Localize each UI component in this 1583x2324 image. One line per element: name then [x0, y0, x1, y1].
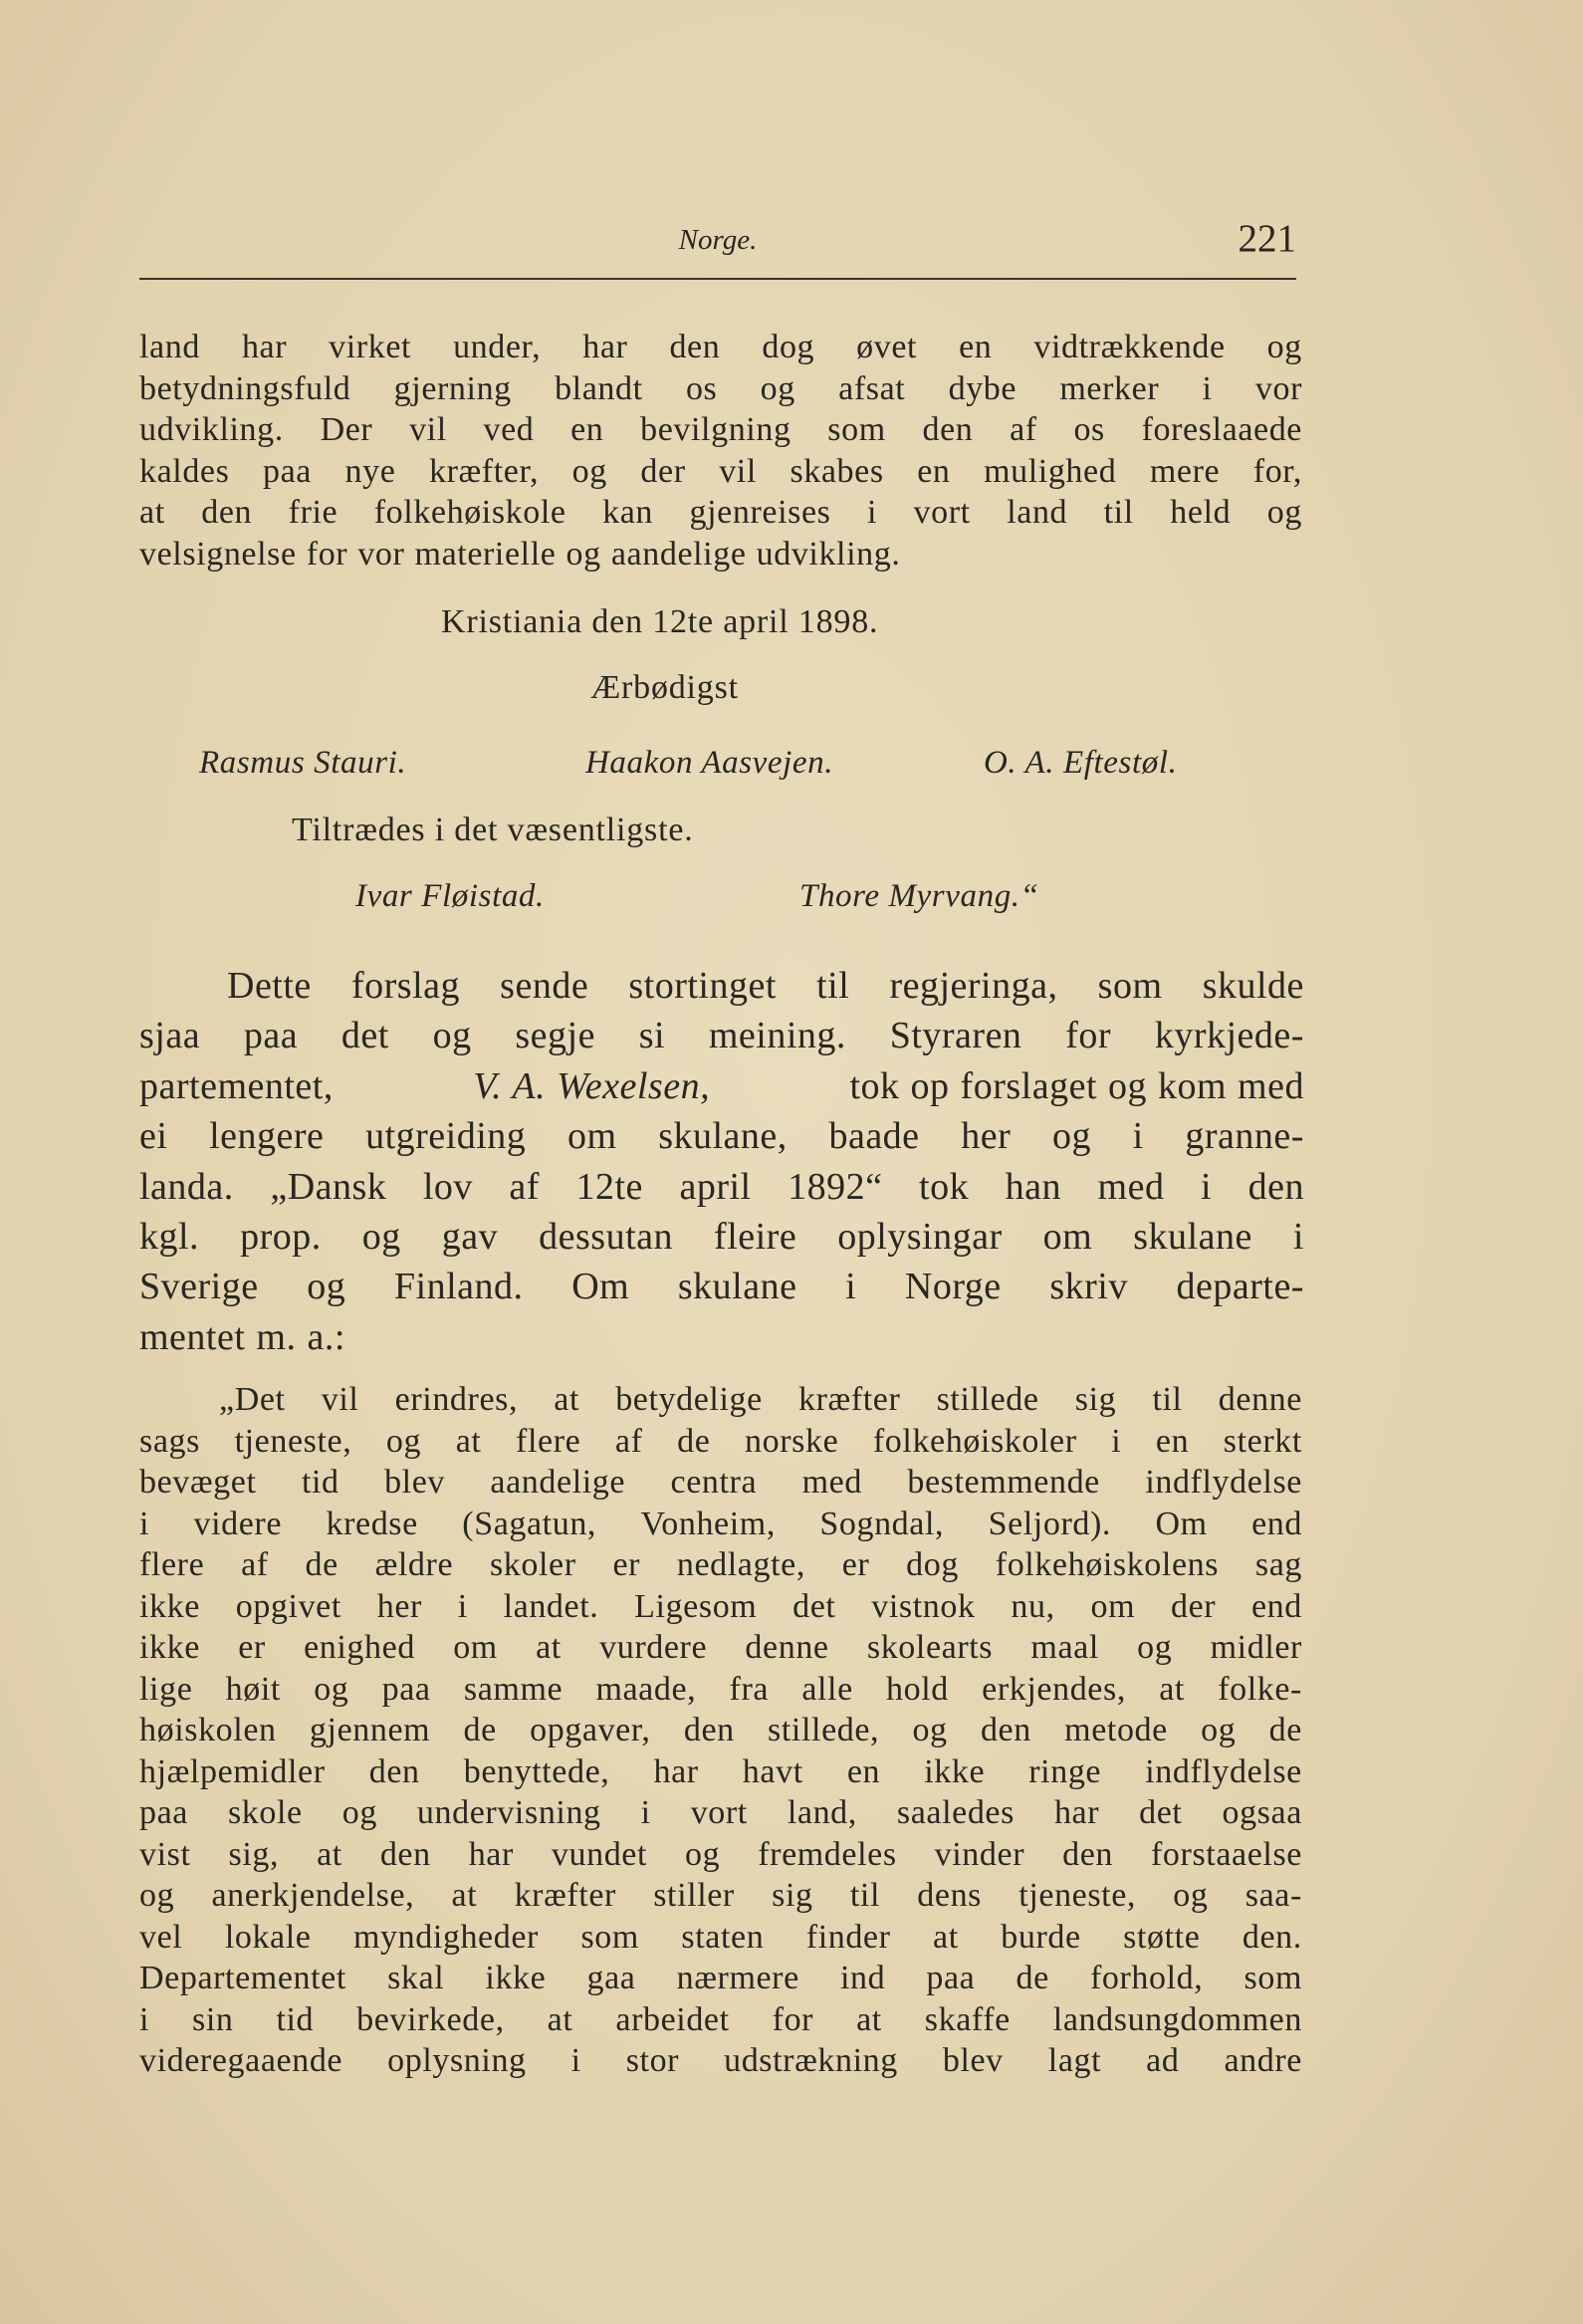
- text-line: i videre kredse (Sagatun, Vonheim, Sogndal, Seljord). Om end: [139, 1505, 1302, 1542]
- text-line: ikke er enighed om at vurdere denne skolearts maal og midler: [139, 1629, 1302, 1666]
- endorsement: Tiltrædes i det væsentligste.: [292, 812, 694, 848]
- endorser-1: Ivar Fløistad.: [355, 878, 545, 914]
- signature-2: Haakon Aasvejen.: [585, 745, 834, 781]
- text-line: flere af de ældre skoler er nedlagte, er dog folkehøiskolens sag: [139, 1546, 1302, 1583]
- header-rule: [139, 278, 1296, 280]
- header-title: Norge.: [678, 224, 758, 256]
- text-line: vist sig, at den har vundet og fremdeles vinder den forstaaelse: [139, 1835, 1302, 1873]
- text-line: Dette forslag sende stortinget til regjeringa, som skulde: [227, 965, 1304, 1007]
- quoted-passage: [139, 1379, 1302, 2082]
- text-fragment: partementet,: [139, 1064, 334, 1107]
- text-line: Departementet skal ikke gaa nærmere ind paa de forhold, som: [139, 1960, 1302, 1996]
- text-line: ikke opgivet her i landet. Ligesom det vistnok nu, om der end: [139, 1587, 1302, 1625]
- text-line: bevæget tid blev aandelige centra med bestemmende indflydelse: [139, 1464, 1302, 1501]
- text-line: Sverige og Finland. Om skulane i Norge skriv departe-: [139, 1266, 1304, 1308]
- text-line: paa skole og undervisning i vort land, saaledes har det ogsaa: [139, 1794, 1302, 1831]
- text-line: ei lengere utgreiding om skulane, baade her og i granne-: [139, 1115, 1304, 1158]
- text-line: lige høit og paa samme maade, fra alle hold erkjendes, at folke-: [139, 1670, 1302, 1708]
- text-line: landa. „Dansk lov af 12te april 1892“ tok han med i den: [139, 1165, 1304, 1208]
- text-line: videregaaende oplysning i stor udstrækning blev lagt ad andre: [139, 2042, 1302, 2079]
- text-line: [139, 1061, 1304, 1111]
- place-date: Kristiania den 12te april 1898.: [441, 603, 879, 640]
- page-number: 221: [1238, 217, 1296, 260]
- signature-3: O. A. Eftestøl.: [984, 745, 1178, 781]
- text-line: og anerkjendelse, at kræfter stiller sig til dens tjeneste, og saa-: [139, 1877, 1302, 1914]
- paragraph-2: [139, 961, 1304, 1362]
- text-line: land har virket under, har den dog øvet en vidtrækkende og: [139, 329, 1302, 365]
- text-line: kaldes paa nye kræfter, og der vil skabes en mulighed mere for,: [139, 452, 1302, 490]
- text-line: „Det vil erindres, at betydelige kræfter stillede sig til denne: [219, 1381, 1302, 1418]
- signature-1: Rasmus Stauri.: [199, 745, 407, 781]
- text-line: sags tjeneste, og at flere af de norske folkehøiskoler i en sterkt: [139, 1422, 1302, 1460]
- paragraph-1: [139, 327, 1302, 575]
- text-line: velsignelse for vor materielle og aandelige udvikling.: [139, 535, 901, 573]
- text-line: høiskolen gjennem de opgaver, den stillede, og den metode og de: [139, 1712, 1302, 1748]
- endorser-2: Thore Myrvang.“: [799, 878, 1039, 914]
- text-line: hjælpemidler den benyttede, har havt en ikke ringe indflydelse: [139, 1752, 1302, 1790]
- text-line: i sin tid bevirkede, at arbeidet for at skaffe landsungdommen: [139, 2000, 1302, 2038]
- text-line: udvikling. Der vil ved en bevilgning som den af os foreslaaede: [139, 411, 1302, 448]
- text-fragment: tok op forslaget og kom med: [849, 1064, 1304, 1107]
- text-line: at den frie folkehøiskole kan gjenreises i vort land til held og: [139, 494, 1302, 531]
- text-line: sjaa paa det og segje si meining. Styraren for kyrkjede-: [139, 1015, 1304, 1057]
- text-line: mentet m. a.:: [139, 1315, 345, 1358]
- person-name: V. A. Wexelsen,: [473, 1064, 711, 1107]
- text-line: kgl. prop. og gav dessutan fleire oplysingar om skulane i: [139, 1216, 1304, 1259]
- text-line: vel lokale myndigheder som staten finder at burde støtte den.: [139, 1918, 1302, 1956]
- text-line: betydningsfuld gjerning blandt os og afsat dybe merker i vor: [139, 369, 1302, 407]
- running-header: [139, 214, 1296, 274]
- salutation: Ærbødigst: [590, 669, 739, 706]
